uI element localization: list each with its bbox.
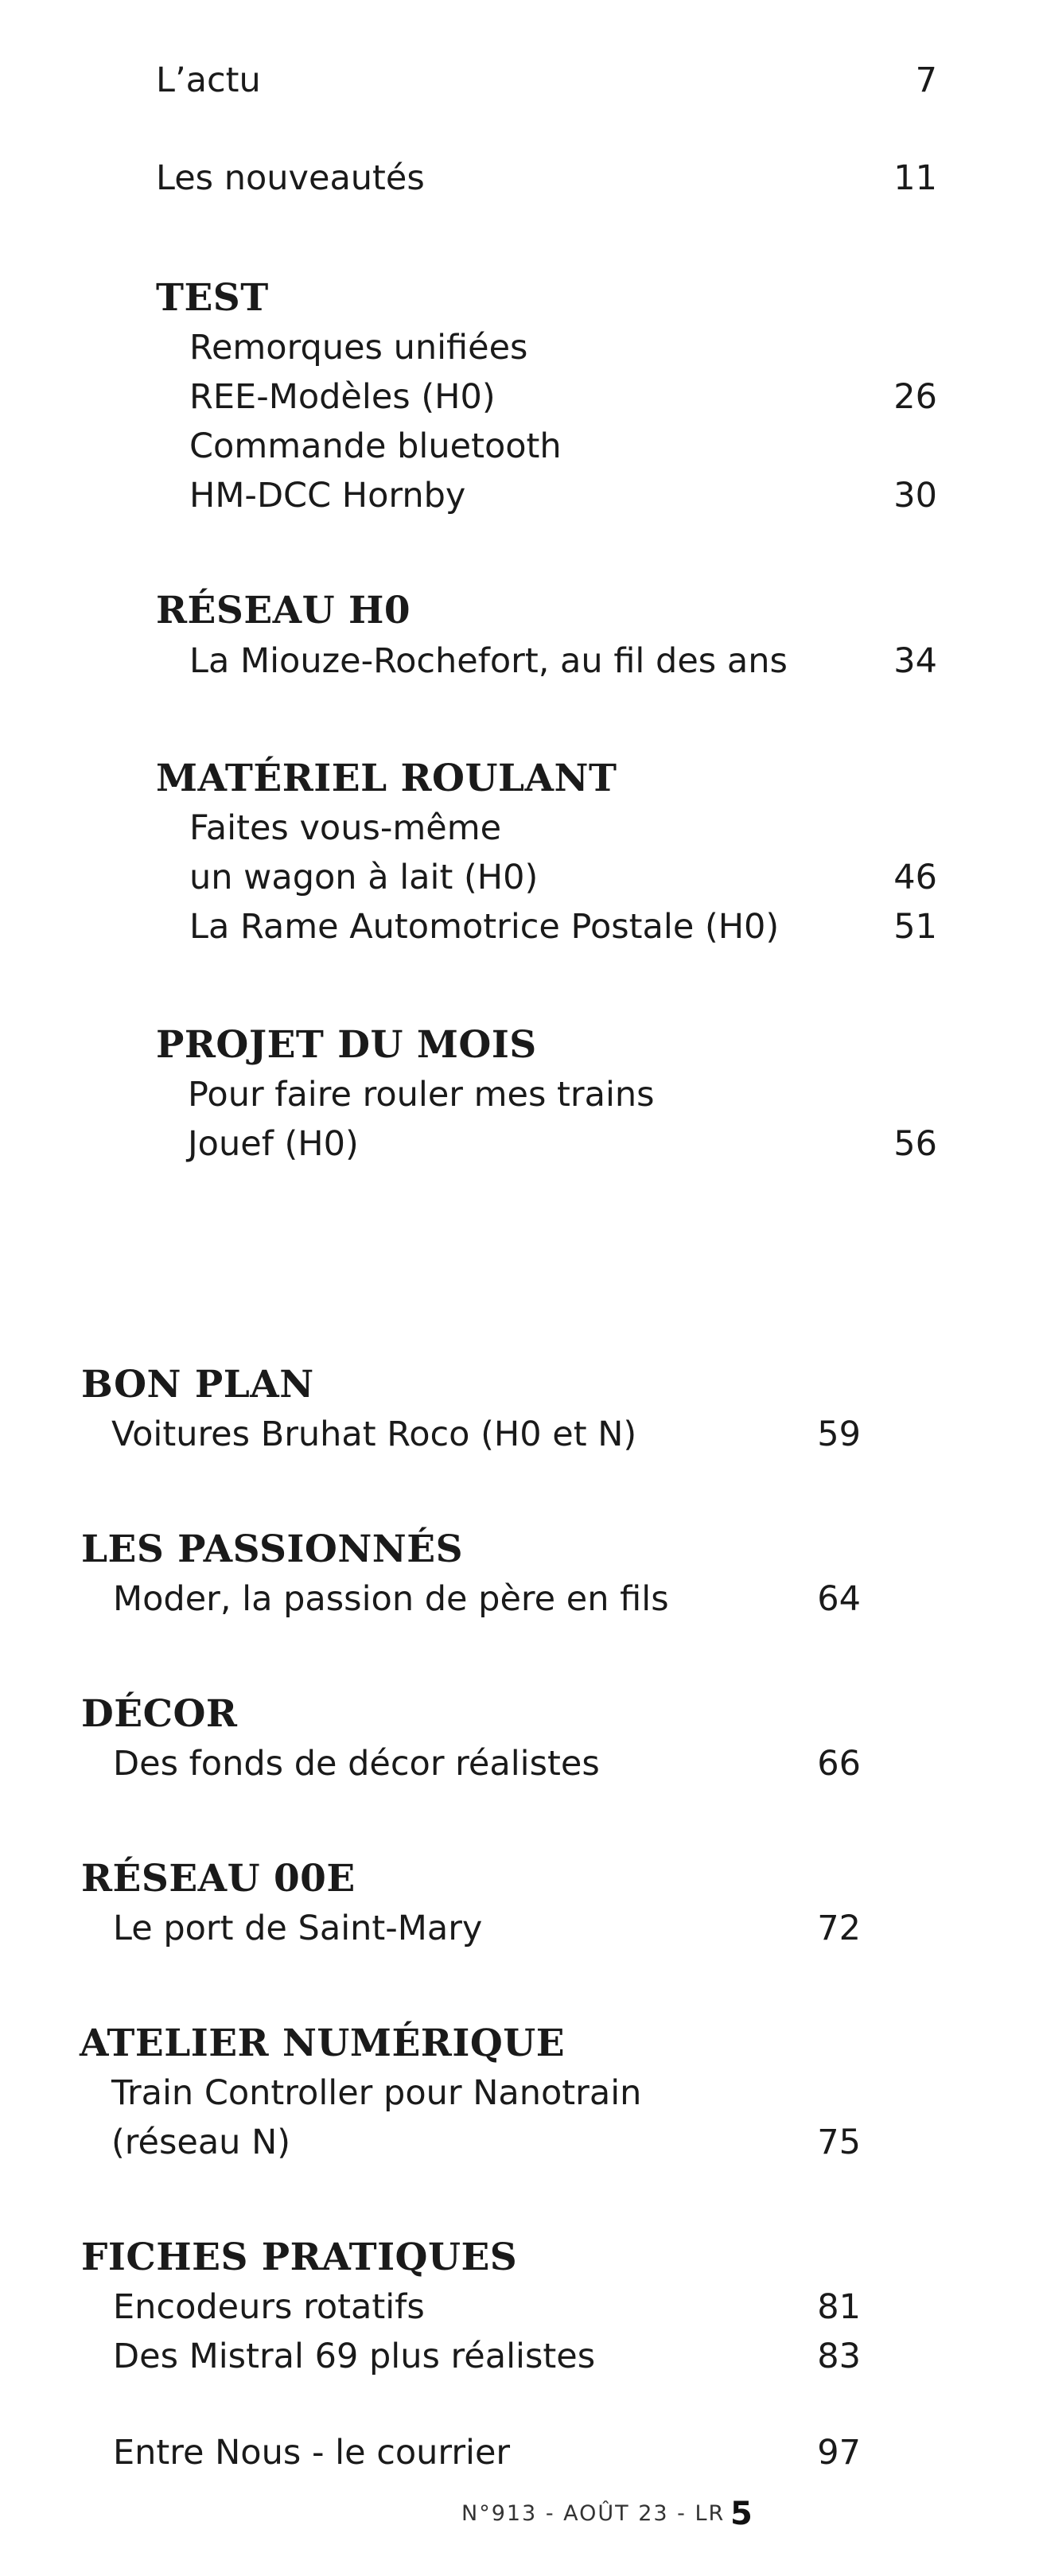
page-footer <box>0 2490 1039 2538</box>
toc-entry-title: La Rame Automotrice Postale (H0) <box>189 907 780 947</box>
toc-entry-title: Encodeurs rotatifs <box>113 2287 425 2327</box>
section-heading-fiches-pratiques <box>0 2233 1039 2282</box>
toc-entry-line <box>0 1070 1039 1119</box>
toc-entry-page: 81 <box>817 2287 861 2327</box>
toc-entry-title: Moder, la passion de père en fils <box>113 1579 669 1619</box>
toc-entry-page: 64 <box>817 1579 861 1619</box>
toc-entry-title: Des Mistral 69 plus réalistes <box>113 2337 596 2376</box>
section-heading-text: LES PASSIONNÉS <box>81 1527 464 1571</box>
toc-entry-title: REE-Modèles (H0) <box>189 377 496 417</box>
toc-entry-line <box>0 1410 1039 1459</box>
toc-entry-title: un wagon à lait (H0) <box>189 858 539 897</box>
toc-entry-line <box>0 804 1039 853</box>
section-heading-materiel-roulant <box>0 754 1039 804</box>
toc-entry-title: Train Controller pour Nanotrain <box>111 2073 642 2113</box>
section-heading-text: RÉSEAU H0 <box>156 589 411 632</box>
toc-entry-title: La Miouze-Rochefort, au fil des ans <box>189 641 788 681</box>
toc-entry-line <box>0 1739 1039 1788</box>
toc-entry-title: Remorques unifiées <box>189 328 528 368</box>
toc-entry-title: Commande bluetooth <box>189 426 562 466</box>
toc-entry-page: 59 <box>817 1414 861 1454</box>
section-heading-text: BON PLAN <box>81 1363 314 1407</box>
toc-entry-page: 75 <box>817 2123 861 2162</box>
toc-entry-page: 72 <box>817 1909 861 1948</box>
section-heading-text: MATÉRIEL ROULANT <box>156 757 617 800</box>
toc-entry-page: 56 <box>893 1124 937 1164</box>
toc-entry-title: Entre Nous - le courrier <box>113 2433 511 2473</box>
section-heading-atelier-numerique <box>0 2019 1039 2068</box>
section-heading-text: ATELIER NUMÉRIQUE <box>80 2021 566 2065</box>
toc-entry-line <box>0 1904 1039 1953</box>
section-heading-text: FICHES PRATIQUES <box>81 2236 518 2279</box>
toc-entry-line <box>0 2068 1039 2118</box>
toc-entry-page: 30 <box>893 476 937 516</box>
toc-entry-line <box>0 2118 1039 2167</box>
toc-entry-line <box>0 422 1039 471</box>
toc-entry-line <box>0 1119 1039 1169</box>
section-heading-projet-du-mois <box>0 1021 1039 1070</box>
toc-entry-line <box>0 902 1039 951</box>
toc-entry-line <box>0 1574 1039 1624</box>
section-heading-text: PROJET DU MOIS <box>156 1023 537 1067</box>
toc-entry-line <box>0 323 1039 372</box>
section-heading-text: TEST <box>156 276 269 320</box>
toc-entry-page: 83 <box>817 2337 861 2376</box>
section-heading-text: DÉCOR <box>81 1692 238 1736</box>
toc-entry-page: 11 <box>893 158 937 198</box>
toc-entry-title: Voitures Bruhat Roco (H0 et N) <box>111 1414 637 1454</box>
section-heading-les-passionnes <box>0 1525 1039 1574</box>
toc-entry-title: Pour faire rouler mes trains <box>188 1075 655 1115</box>
toc-entry-line <box>0 636 1039 686</box>
toc-entry-line <box>0 471 1039 520</box>
section-heading-bon-plan <box>0 1360 1039 1410</box>
section-heading-reseau-00e <box>0 1854 1039 1904</box>
toc-entry-line <box>0 853 1039 902</box>
toc-entry-page: 46 <box>893 858 937 897</box>
toc-entry-page: 66 <box>817 1744 861 1784</box>
section-heading-text: RÉSEAU 00E <box>81 1857 356 1901</box>
toc-entry-title: L’actu <box>156 60 261 100</box>
toc-entry-title: Faites vous-même <box>189 808 502 848</box>
section-heading-decor <box>0 1690 1039 1739</box>
issue-label: N°913 - AOÛT 23 - LR <box>461 2501 726 2526</box>
toc-entry-page: 7 <box>915 60 937 100</box>
toc-entry-page: 34 <box>893 641 937 681</box>
toc-entry-title: Le port de Saint-Mary <box>113 1909 483 1948</box>
toc-entry-lactu <box>0 56 1039 105</box>
toc-entry-title: HM-DCC Hornby <box>189 476 466 516</box>
toc-entry-nouveautes <box>0 154 1039 203</box>
toc-entry-title: (réseau N) <box>111 2123 291 2162</box>
toc-entry-page: 97 <box>817 2433 861 2473</box>
toc-entry-title: Des fonds de décor réalistes <box>113 1744 600 1784</box>
toc-entry-line <box>0 372 1039 422</box>
page-number: 5 <box>730 2496 753 2532</box>
toc-entry-line <box>0 2282 1039 2332</box>
toc-entry-title: Jouef (H0) <box>188 1124 359 1164</box>
section-heading-reseau-h0 <box>0 586 1039 636</box>
toc-entry-line <box>0 2332 1039 2381</box>
toc-entry-title: Les nouveautés <box>156 158 425 198</box>
toc-entry-courrier <box>0 2428 1039 2477</box>
section-heading-test <box>0 274 1039 323</box>
toc-entry-page: 51 <box>893 907 937 947</box>
toc-entry-page: 26 <box>893 377 937 417</box>
